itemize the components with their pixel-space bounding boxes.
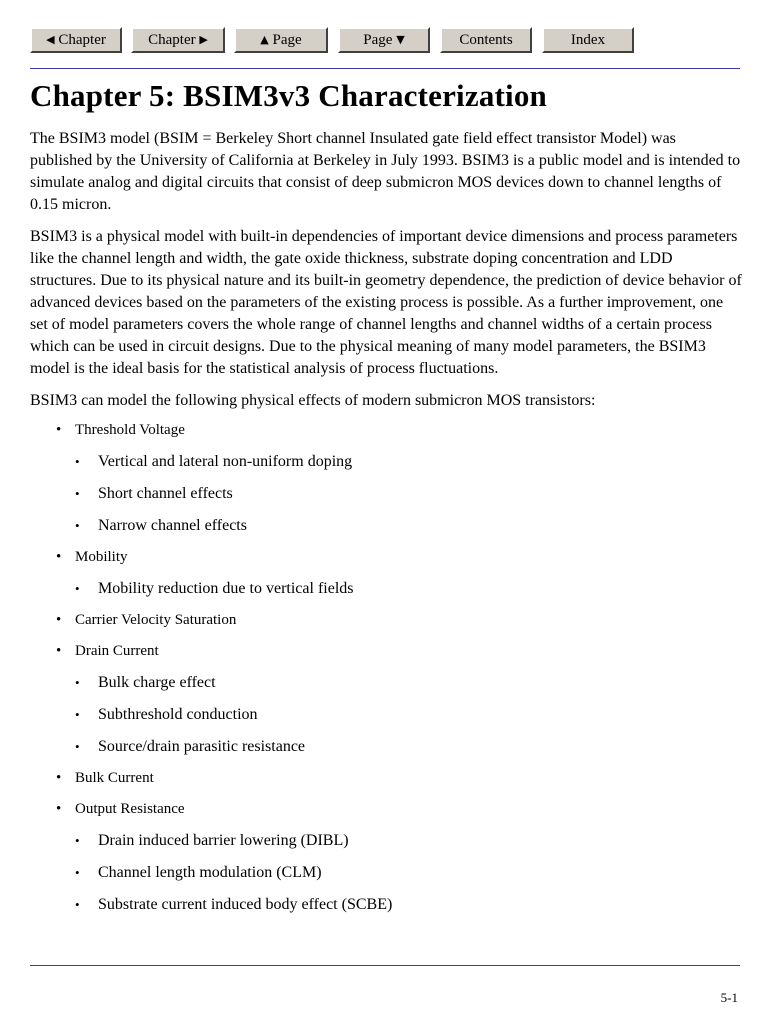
bullet-icon: • xyxy=(75,897,80,912)
contents-button[interactable] xyxy=(440,27,532,53)
bullet-icon: • xyxy=(56,643,62,659)
sub-list-item xyxy=(30,831,742,851)
bullet-icon: • xyxy=(75,865,80,880)
down-arrow-icon: ▼ xyxy=(396,33,405,46)
bullet-icon: • xyxy=(75,707,80,722)
sub-list-item-label: Short channel effects xyxy=(98,485,233,502)
list-item-label: Threshold Voltage xyxy=(75,422,185,438)
effects-list xyxy=(30,420,742,915)
page-title: Chapter 5: BSIM3v3 Characterization xyxy=(30,78,548,113)
sub-list-item xyxy=(30,863,742,883)
prev-page-label: Page xyxy=(272,32,302,48)
next-chapter-label: Chapter xyxy=(148,32,196,48)
sub-list-item xyxy=(30,895,742,915)
list-item-label: Bulk Current xyxy=(75,770,154,786)
bullet-icon: • xyxy=(75,518,80,533)
page-number: 5-1 xyxy=(720,990,738,1005)
bullet-icon: • xyxy=(56,801,62,817)
list-item-drain-current xyxy=(30,641,742,757)
bullet-icon: • xyxy=(56,612,62,628)
list-item-label: Output Resistance xyxy=(75,801,185,817)
sub-list-item-label: Bulk charge effect xyxy=(98,674,216,691)
effects-lead-paragraph: BSIM3 can model the following physical effects of modern submicron MOS transistors: xyxy=(30,392,596,409)
index-label: Index xyxy=(570,32,606,48)
prev-page-button[interactable] xyxy=(234,27,328,53)
sub-list-item xyxy=(30,452,742,472)
sub-list-item-label: Subthreshold conduction xyxy=(98,706,258,723)
left-arrow-icon: ◀ xyxy=(46,33,55,46)
list-item-label: Mobility xyxy=(75,549,128,565)
sub-list xyxy=(75,673,742,757)
next-page-label: Page xyxy=(363,32,393,48)
bullet-icon: • xyxy=(56,422,62,438)
list-item-mobility xyxy=(30,547,742,599)
intro-paragraph: The BSIM3 model (BSIM = Berkeley Short channel Insulated gate field effect transistor Model) was published by the University of California at Berkeley in July 1993. BSIM3 is a public model and is intended to simulate analog and digital circuits that consist of deep submicron MOS devices down to channel lengths of 0.15 micron. xyxy=(30,130,741,213)
bullet-icon: • xyxy=(75,739,80,754)
sub-list-item xyxy=(30,673,742,693)
bullet-icon: • xyxy=(75,581,80,596)
contents-label: Contents xyxy=(459,32,513,48)
bullet-icon: • xyxy=(75,486,80,501)
sub-list xyxy=(75,452,742,536)
top-divider xyxy=(30,68,740,69)
sub-list-item-label: Mobility reduction due to vertical fields xyxy=(98,580,354,597)
list-item-label: Drain Current xyxy=(75,643,159,659)
sub-list xyxy=(75,579,742,599)
physical-model-paragraph: BSIM3 is a physical model with built-in dependencies of important device dimensions and process parameters like the channel length and width, the gate oxide thickness, substrate doping concentration and LDD structures. Due to its physical nature and its built-in geometry dependence, the prediction of device behavior of advanced devices based on the parameters of the existing process is possible. As a further improvement, one set of model parameters covers the whole range of channel lengths and channel widths of a certain process which can be used in circuit designs. Due to the physical meaning of many model parameters, the BSIM3 model is the ideal basis for the statistical analysis of process fluctuations. xyxy=(30,228,742,377)
up-arrow-icon: ▲ xyxy=(260,33,269,46)
main-content xyxy=(30,128,742,926)
sub-list xyxy=(75,831,742,915)
list-item-label: Carrier Velocity Saturation xyxy=(75,612,237,628)
sub-list-item xyxy=(30,579,742,599)
sub-list-item-label: Channel length modulation (CLM) xyxy=(98,864,322,881)
right-arrow-icon: ▶ xyxy=(199,33,208,46)
sub-list-item-label: Drain induced barrier lowering (DIBL) xyxy=(98,832,349,849)
prev-chapter-label: Chapter xyxy=(58,32,106,48)
list-item-bulk-current xyxy=(30,768,742,788)
bullet-icon: • xyxy=(56,549,62,565)
list-item-output-resistance xyxy=(30,799,742,915)
sub-list-item-label: Substrate current induced body effect (SCBE) xyxy=(98,896,393,913)
sub-list-item xyxy=(30,516,742,536)
prev-chapter-button[interactable] xyxy=(30,27,122,53)
sub-list-item xyxy=(30,484,742,504)
bullet-icon: • xyxy=(75,454,80,469)
sub-list-item-label: Source/drain parasitic resistance xyxy=(98,738,306,755)
sub-list-item xyxy=(30,705,742,725)
next-chapter-button[interactable] xyxy=(131,27,225,53)
sub-list-item xyxy=(30,737,742,757)
sub-list-item-label: Vertical and lateral non-uniform doping xyxy=(98,453,353,470)
next-page-button[interactable] xyxy=(338,27,430,53)
bottom-divider xyxy=(30,965,740,966)
list-item-carrier-velocity-saturation xyxy=(30,610,742,630)
sub-list-item-label: Narrow channel effects xyxy=(98,517,247,534)
bullet-icon: • xyxy=(75,675,80,690)
index-button[interactable] xyxy=(542,27,634,53)
bullet-icon: • xyxy=(75,833,80,848)
bullet-icon: • xyxy=(56,770,62,786)
list-item-threshold-voltage xyxy=(30,420,742,536)
